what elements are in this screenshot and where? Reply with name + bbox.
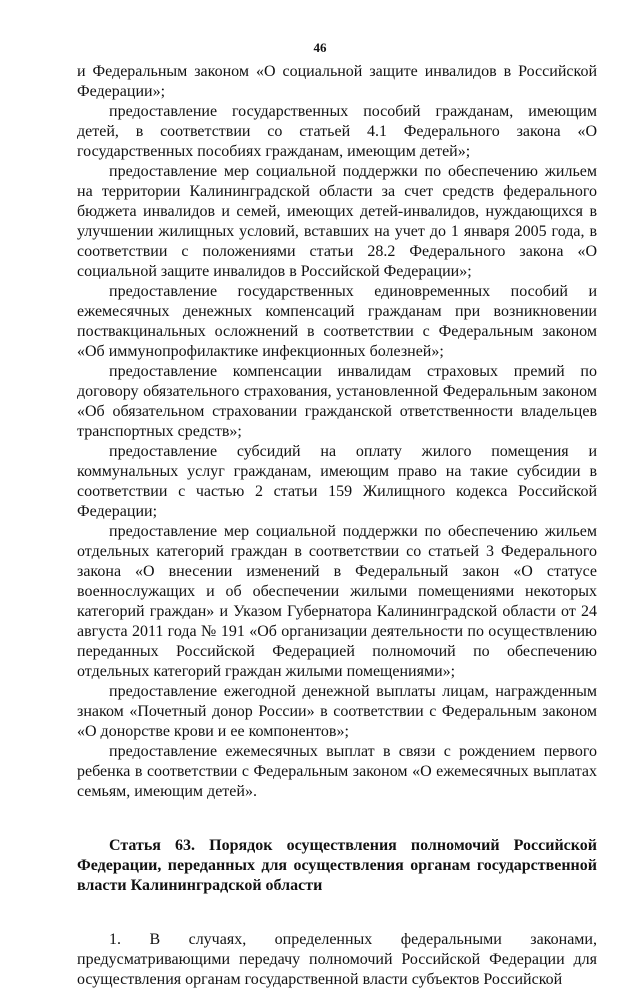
paragraph-housing-disabled: предоставление мер социальной поддержки по обеспечению жильем на территории Калининградской области за счет средств федерального бюджета инвалидов и семей, имеющих детей-инвалидов, нуждающихся в улучшении жилищных условий, вставших на учет до 1 января 2005 года, в соответствии с положениями статьи 28.2 Федерального закона «О социальной защите инвалидов в Российской Федерации»; bbox=[77, 163, 597, 280]
paragraph-donor-payment: предоставление ежегодной денежной выплаты лицам, награжденным знаком «Почетный донор России» в соответствии с Федеральным законом «О донорстве крови и ее компонентов»; bbox=[77, 683, 597, 740]
paragraph-insurance-compensation: предоставление компенсации инвалидам страховых премий по договору обязательного страхования, установленной Федеральным законом «Об обязательном страховании гражданской ответственности владельцев транспортных средств»; bbox=[77, 363, 597, 440]
article-heading: Статья 63. Порядок осуществления полномочий Российской Федерации, переданных для осуществления органам государственной власти Калининградской области bbox=[77, 837, 597, 894]
paragraph-first-child-payment: предоставление ежемесячных выплат в связи с рождением первого ребенка в соответствии с Федеральным законом «О ежемесячных выплатах семьям, имеющим детей». bbox=[77, 743, 597, 800]
page-content bbox=[77, 62, 597, 990]
page-number: 46 bbox=[313, 40, 327, 55]
paragraph-continuation: и Федеральным законом «О социальной защите инвалидов в Российской Федерации»; bbox=[77, 63, 597, 100]
paragraph-vaccination-compensation: предоставление государственных единовременных пособий и ежемесячных денежных компенсаций гражданам при возникновении поствакцинальных осложнений в соответствии с Федеральным законом «Об иммунопрофилактике инфекционных болезней»; bbox=[77, 283, 597, 360]
paragraph-utility-subsidies: предоставление субсидий на оплату жилого помещения и коммунальных услуг гражданам, имеющим право на такие субсидии в соответствии с частью 2 статьи 159 Жилищного кодекса Российской Федерации; bbox=[77, 443, 597, 520]
paragraph-housing-categories: предоставление мер социальной поддержки по обеспечению жильем отдельных категорий граждан в соответствии со статьей 3 Федерального закона «О внесении изменений в Федеральный закон «О статусе военнослужащих и об обеспечении жилыми помещениями некоторых категорий граждан» и Указом Губернатора Калининградской области от 24 августа 2011 года № 191 «Об организации деятельности по осуществлению переданных Российской Федерацией полномочий по обеспечению отдельных категорий граждан жилыми помещениями»; bbox=[77, 523, 597, 680]
paragraph-article-clause-1: 1. В случаях, определенных федеральными законами, предусматривающими передачу полномочий Российской Федерации для осуществления органам государственной власти субъектов Российской bbox=[77, 931, 597, 988]
paragraph-benefits-children: предоставление государственных пособий гражданам, имеющим детей, в соответствии со статьей 4.1 Федерального закона «О государственных пособиях гражданам, имеющим детей»; bbox=[77, 103, 597, 160]
